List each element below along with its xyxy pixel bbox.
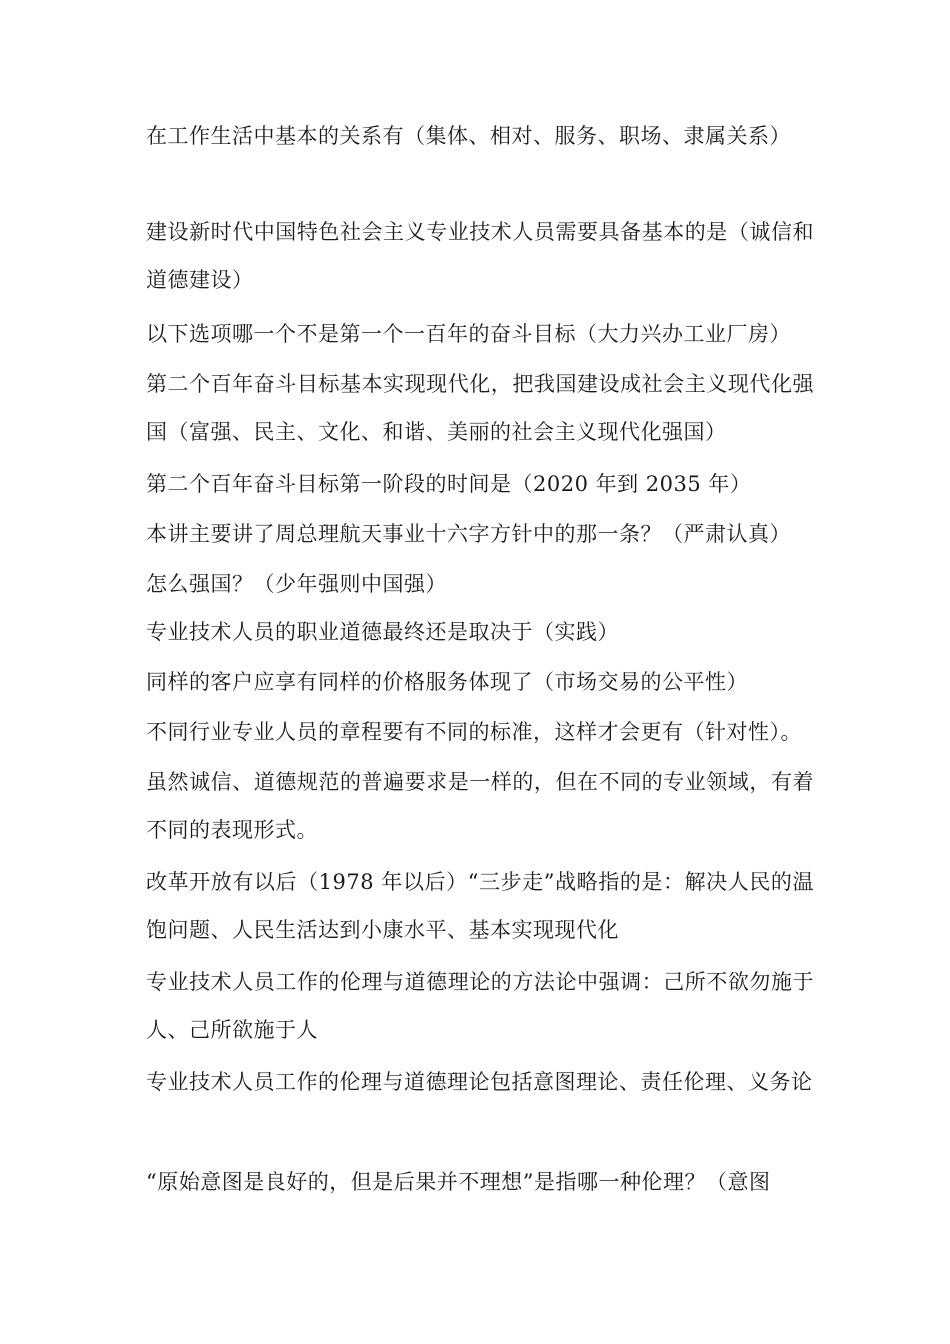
paragraph-market-fairness: 同样的客户应享有同样的价格服务体现了（市场交易的公平性） (146, 670, 748, 694)
paragraph-first-centenary-goal: 以下选项哪一个不是第一个一百年的奋斗目标（大力兴办工业厂房） (146, 322, 791, 346)
paragraph-intention-ethics-question: “原始意图是良好的，但是后果并不理想”是指哪一种伦理？（意图 (146, 1170, 771, 1194)
paragraph-integrity-ethics: 建设新时代中国特色社会主义专业技术人员需要具备基本的是（诚信和道德建设） (146, 220, 814, 292)
paragraph-professional-ethics-practice: 专业技术人员的职业道德最终还是取决于（实践） (146, 620, 619, 644)
paragraph-second-centenary-goal: 第二个百年奋斗目标基本实现现代化，把我国建设成社会主义现代化强国（富强、民主、文化、和谐、美丽的社会主义现代化强国） (146, 372, 814, 444)
paragraph-three-step-strategy: 改革开放有以后（1978 年以后）“三步走”战略指的是：解决人民的温饱问题、人民生活达到小康水平、基本实现现代化 (146, 870, 814, 942)
paragraph-first-stage-time: 第二个百年奋斗目标第一阶段的时间是（2020 年到 2035 年） (146, 472, 752, 496)
paragraph-ethics-theories: 专业技术人员工作的伦理与道德理论包括意图理论、责任伦理、义务论 (146, 1070, 813, 1094)
paragraph-sixteen-char-policy: 本讲主要讲了周总理航天事业十六字方针中的那一条？（严肃认真） (146, 522, 791, 546)
paragraph-strong-nation: 怎么强国？（少年强则中国强） (146, 572, 447, 596)
paragraph-targeted-standards: 不同行业专业人员的章程要有不同的标准，这样才会更有（针对性）。 (146, 720, 802, 744)
paragraph-basic-relations: 在工作生活中基本的关系有（集体、相对、服务、职场、隶属关系） (146, 124, 791, 148)
paragraph-integrity-forms: 虽然诚信、道德规范的普遍要求是一样的，但在不同的专业领域，有着不同的表现形式。 (146, 770, 814, 842)
paragraph-methodology: 专业技术人员工作的伦理与道德理论的方法论中强调：己所不欲勿施于人、己所欲施于人 (146, 970, 814, 1042)
